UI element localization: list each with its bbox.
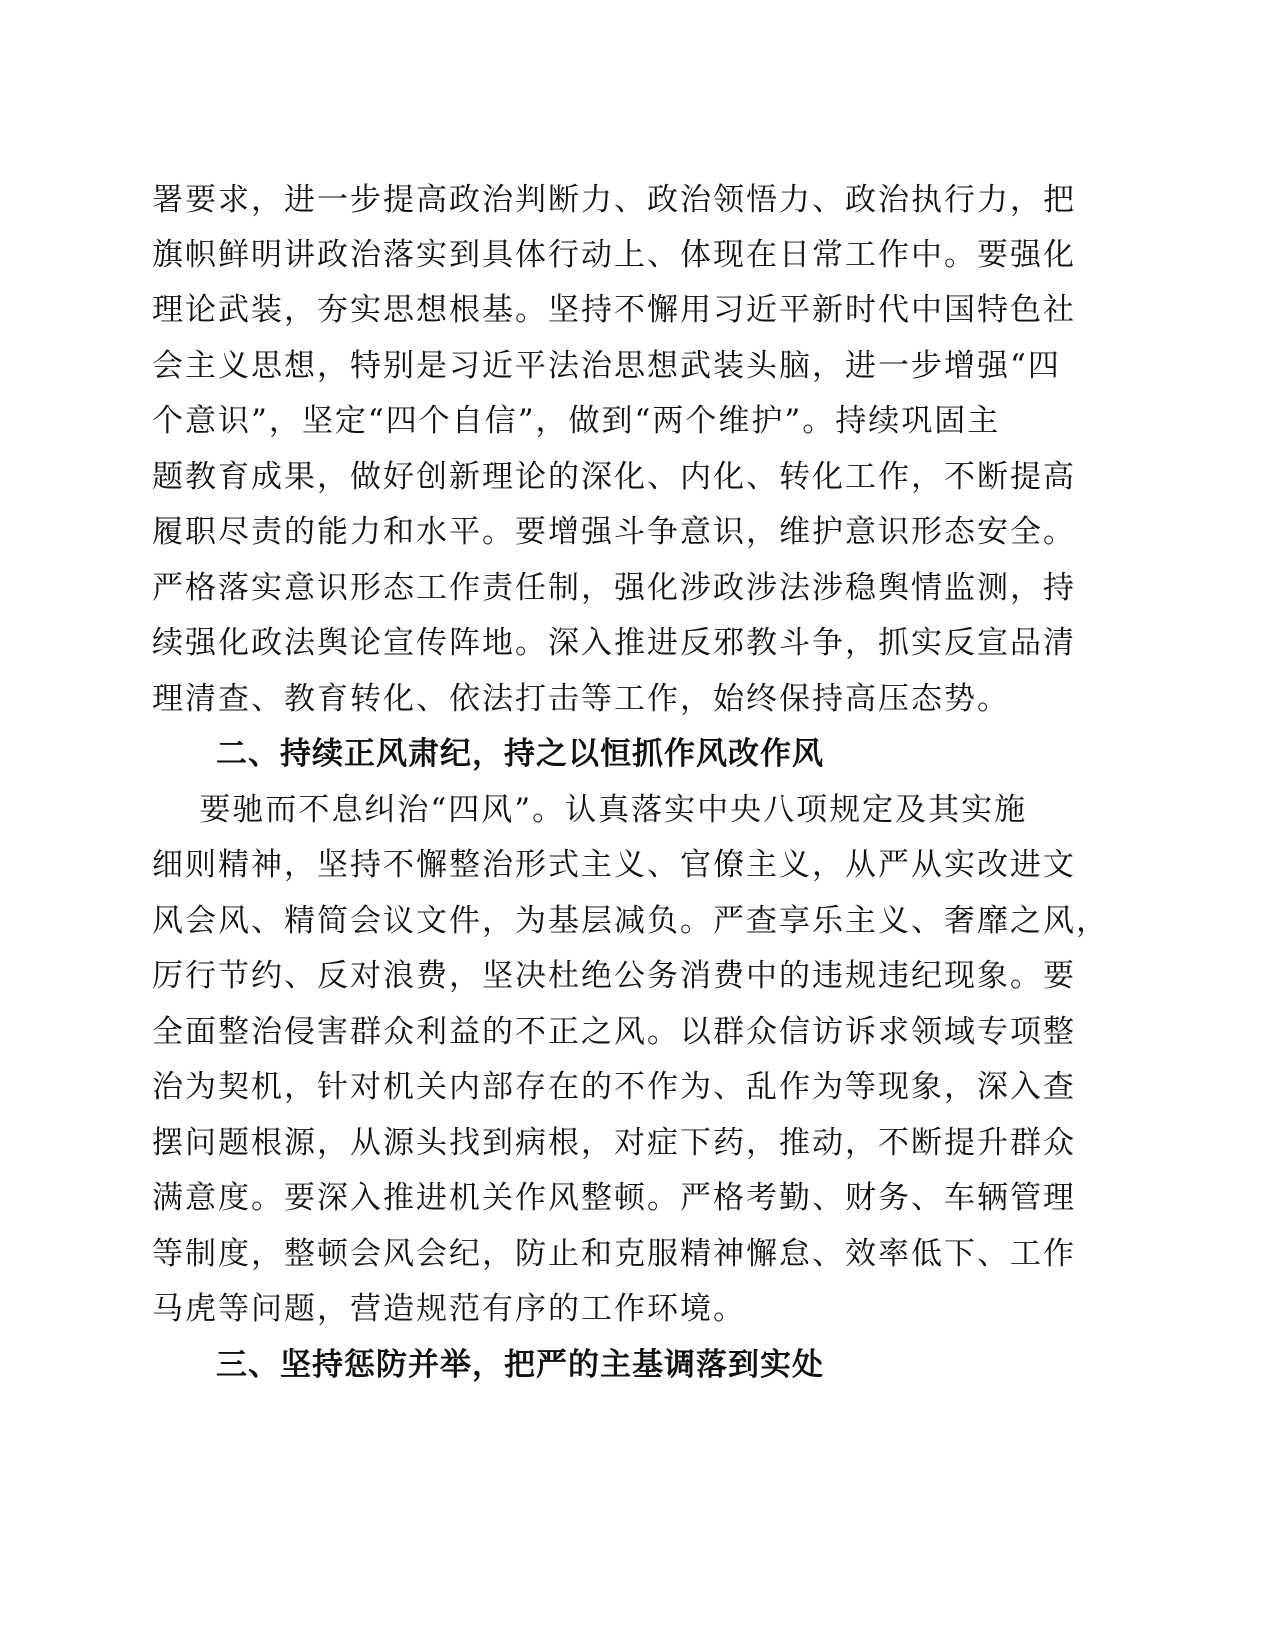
text-line: 题教育成果，做好创新理论的深化、内化、转化工作，不断提高 [152,459,1076,495]
text-line: 履职尽责的能力和水平。要增强斗争意识，维护意识形态安全。 [152,514,1076,550]
text-line: 全面整治侵害群众利益的不正之风。以群众信访诉求领域专项整 [152,1014,1076,1050]
text-line: 理清查、教育转化、依法打击等工作，始终保持高压态势。 [152,681,1010,717]
section-heading-3: 三、坚持惩防并举，把严的主基调落到实处 [216,1347,824,1383]
section-heading-2: 二、持续正风肃纪，持之以恒抓作风改作风 [216,736,824,772]
text-line: 等制度，整顿会风会纪，防止和克服精神懈怠、效率低下、工作 [152,1236,1076,1272]
text-line: 严格落实意识形态工作责任制，强化涉政涉法涉稳舆情监测，持 [152,570,1076,606]
text-line: 摆问题根源，从源头找到病根，对症下药，推动，不断提升群众 [152,1125,1076,1161]
text-line: 续强化政法舆论宣传阵地。深入推进反邪教斗争，抓实反宣品清 [152,625,1076,661]
paragraph-1 [152,180,1082,717]
text-line: 要驰而不息纠治“四风”。认真落实中央八项规定及其实施 [152,792,1028,828]
text-line: 细则精神，坚持不懈整治形式主义、官僚主义，从严从实改进文 [152,847,1076,883]
text-line: 署要求，进一步提高政治判断力、政治领悟力、政治执行力，把 [152,182,1076,218]
text-line: 治为契机，针对机关内部存在的不作为、乱作为等现象，深入查 [152,1069,1076,1105]
text-line: 旗帜鲜明讲政治落实到具体行动上、体现在日常工作中。要强化 [152,237,1076,273]
text-line: 满意度。要深入推进机关作风整顿。严格考勤、财务、车辆管理 [152,1180,1076,1216]
text-line: 马虎等问题，营造规范有序的工作环境。 [152,1291,746,1327]
text-line: 个意识”，坚定“四个自信”，做到“两个维护”。持续巩固主 [152,403,1001,439]
text-line: 理论武装，夯实思想根基。坚持不懈用习近平新时代中国特色社 [152,292,1076,328]
paragraph-2 [152,790,1109,1327]
text-line: 风会风、精简会议文件，为基层减负。严查享乐主义、奢靡之风， [152,903,1109,939]
text-line: 厉行节约、反对浪费，坚决杜绝公务消费中的违规违纪现象。要 [152,958,1076,994]
text-line: 会主义思想，特别是习近平法治思想武装头脑，进一步增强“四 [152,348,1061,384]
